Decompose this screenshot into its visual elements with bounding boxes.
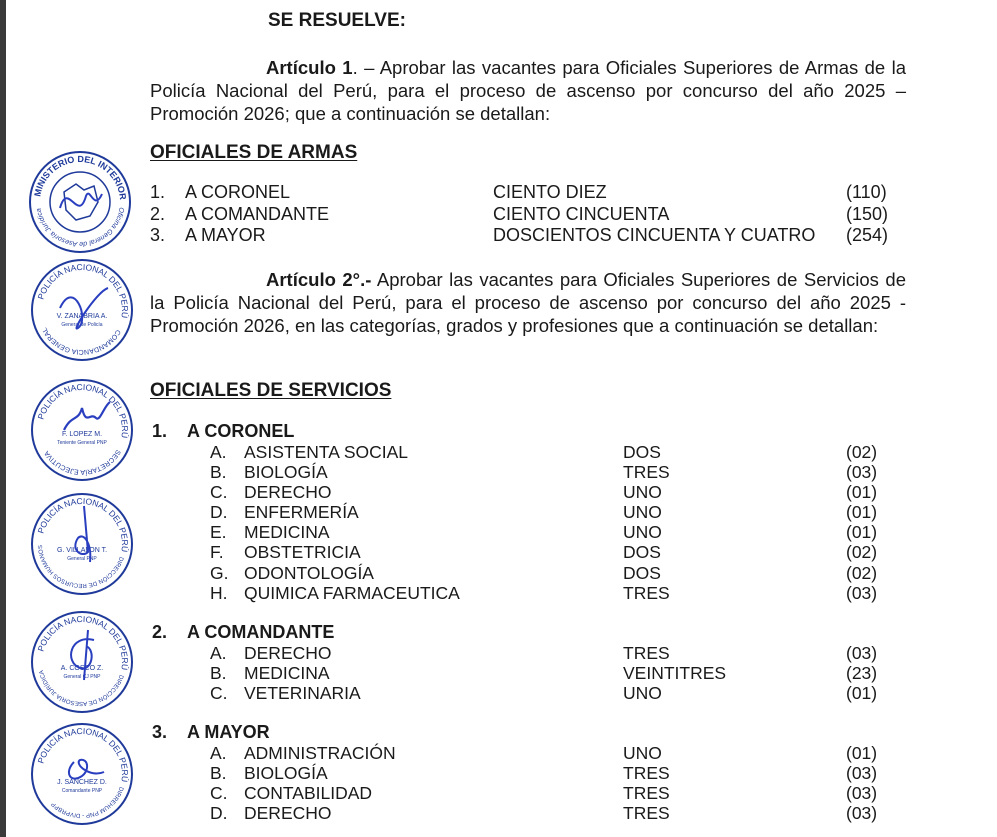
list-item (210, 462, 890, 482)
item-profession: BIOLOGÍA (244, 462, 328, 483)
svg-text:Oficina General de Asesoría Ju: Oficina General de Asesoría Jurídica (35, 206, 125, 248)
list-item (210, 803, 890, 823)
item-letter: E. (210, 522, 227, 543)
item-count-words: TRES (623, 462, 670, 483)
item-count: (02) (846, 562, 878, 583)
item-count-words: DOS (623, 442, 661, 462)
article-1-text-a: . – Aprobar las vacantes para Oficiales Superiores de Armas (352, 57, 859, 78)
servicios-group-list (210, 743, 890, 823)
item-count-words: CIENTO CINCUENTA (493, 203, 670, 224)
item-letter: B. (210, 763, 227, 784)
group-number: 2. (152, 622, 168, 642)
svg-text:General PNP: General PNP (67, 556, 97, 562)
list-item (150, 182, 895, 204)
item-profession: DERECHO (244, 482, 332, 503)
item-profession: ODONTOLOGÍA (244, 562, 374, 583)
svg-text:POLICÍA NACIONAL DEL PERÚ: POLICÍA NACIONAL DEL PERÚ (35, 495, 131, 553)
servicios-group-heading (152, 622, 334, 643)
item-count: (03) (846, 582, 878, 603)
servicios-group-heading (152, 421, 294, 442)
item-count: (01) (846, 683, 878, 704)
group-grade: A COMANDANTE (187, 622, 335, 642)
svg-text:MINISTERIO DEL INTERIOR: MINISTERIO DEL INTERIOR (32, 153, 129, 201)
list-item (210, 583, 890, 603)
svg-text:A. COSCO Z.: A. COSCO Z. (60, 665, 104, 672)
item-grade: A COMANDANTE (185, 203, 330, 224)
servicios-section-title: OFICIALES DE SERVICIOS (150, 380, 392, 401)
item-count-words: UNO (623, 522, 662, 543)
svg-text:DIRREHUM PNP - DIVPRBPP: DIRREHUM PNP - DIVPRBPP (50, 785, 124, 819)
item-count-words: TRES (623, 582, 670, 603)
svg-text:POLICÍA NACIONAL DEL PERÚ: POLICÍA NACIONAL DEL PERÚ (35, 725, 131, 783)
item-letter: C. (210, 683, 228, 704)
item-profession: VETERINARIA (244, 683, 361, 704)
article-1-label: Artículo 1 (266, 57, 353, 78)
item-letter: D. (210, 803, 228, 824)
svg-text:POLICÍA NACIONAL DEL PERÚ: POLICÍA NACIONAL DEL PERÚ (35, 613, 131, 671)
item-count-words: DOS (623, 562, 661, 583)
item-count: (23) (846, 663, 878, 684)
list-item (210, 663, 890, 683)
item-count-words: TRES (623, 803, 670, 824)
item-count: (01) (846, 743, 878, 763)
item-profession: MEDICINA (244, 663, 330, 684)
item-profession: DERECHO (244, 803, 332, 824)
item-letter: A. (210, 743, 227, 763)
item-count-words: TRES (623, 783, 670, 804)
group-grade: A CORONEL (187, 421, 295, 441)
item-letter: H. (210, 582, 228, 603)
list-item (210, 783, 890, 803)
group-grade: A MAYOR (187, 722, 270, 742)
item-letter: G. (210, 562, 229, 583)
article-1-paragraph (150, 56, 906, 125)
item-count-words: UNO (623, 743, 662, 763)
item-grade: A MAYOR (185, 225, 266, 245)
item-count: (02) (846, 542, 878, 563)
item-letter: A. (210, 442, 227, 462)
item-count: (03) (846, 763, 878, 784)
article-2-label: Artículo 2°.- (266, 269, 372, 290)
list-item (150, 225, 895, 247)
item-count: (110) (846, 182, 887, 202)
item-count-words: TRES (623, 763, 670, 784)
item-profession: MEDICINA (244, 522, 330, 543)
svg-text:General de Policía: General de Policía (61, 322, 103, 328)
svg-text:Comandante PNP: Comandante PNP (61, 788, 103, 794)
item-profession: DERECHO (244, 643, 332, 663)
item-count: (01) (846, 482, 878, 503)
item-count-words: UNO (623, 683, 662, 704)
item-count: (03) (846, 643, 878, 663)
police-seal (30, 722, 134, 826)
servicios-group-heading (152, 722, 270, 743)
item-profession: ASISTENTA SOCIAL (244, 442, 409, 462)
list-item (210, 643, 890, 663)
police-seal (30, 492, 134, 596)
group-number: 1. (152, 421, 168, 441)
police-seal (30, 258, 134, 362)
item-profession: ENFERMERÍA (244, 502, 359, 523)
list-item (210, 563, 890, 583)
item-count: (03) (846, 803, 878, 824)
item-count-words: DOS (623, 542, 661, 563)
item-profession: OBSTETRICIA (244, 542, 361, 563)
item-letter: A. (210, 643, 227, 663)
article-1-text-b: de la Policía Nacional del Perú, para el proceso de ascenso por concurso del año 2025 – Promoción 2026; que a continuación se detallan: (150, 57, 906, 124)
item-count-words: DOSCIENTOS CINCUENTA Y CUATRO (493, 225, 816, 245)
list-item (210, 542, 890, 562)
svg-text:DIRECCIÓN DE RECURSOS HUMANOS: DIRECCIÓN DE RECURSOS HUMANOS (37, 544, 124, 589)
police-seal (30, 378, 134, 482)
item-count-words: VEINTITRES (623, 663, 727, 684)
servicios-group-list (210, 643, 890, 703)
article-2-paragraph (150, 268, 906, 337)
item-count-words: UNO (623, 482, 662, 503)
svg-text:F. LOPEZ M.: F. LOPEZ M. (61, 431, 103, 438)
page-edge-shadow (0, 0, 6, 837)
list-item (210, 502, 890, 522)
svg-text:Teniente General PNP: Teniente General PNP (57, 440, 107, 446)
item-number: 3. (150, 225, 166, 245)
item-profession: QUIMICA FARMACEUTICA (244, 582, 460, 603)
item-letter: C. (210, 482, 228, 503)
item-number: 1. (150, 182, 166, 202)
item-profession: BIOLOGÍA (244, 763, 328, 784)
resolution-heading: SE RESUELVE: (268, 10, 406, 31)
armas-section-title: OFICIALES DE ARMAS (150, 142, 358, 163)
svg-text:POLICÍA NACIONAL DEL PERÚ: POLICÍA NACIONAL DEL PERÚ (35, 261, 131, 319)
item-count-words: CIENTO DIEZ (493, 182, 607, 202)
servicios-group-list (210, 442, 890, 603)
list-item (210, 522, 890, 542)
item-letter: B. (210, 663, 227, 684)
svg-text:SECRETARÍA EJECUTIVA: SECRETARÍA EJECUTIVA (43, 448, 122, 476)
svg-text:G. VILLALON T.: G. VILLALON T. (56, 547, 108, 554)
armas-list (150, 182, 895, 247)
item-count: (03) (846, 462, 878, 483)
item-profession: ADMINISTRACIÓN (244, 743, 396, 763)
svg-text:DIRECCIÓN DE ASESORÍA JURÍDICA: DIRECCIÓN DE ASESORÍA JURÍDICA (38, 669, 124, 707)
svg-text:V. ZANABRIA A.: V. ZANABRIA A. (56, 313, 108, 320)
article-2-text: Aprobar las vacantes para Oficiales Superiores de Servicios de la Policía Nacional del Perú, para el proceso de ascenso por concurso del año 2025 - Promoción 2026, en las categorías, grados y profesiones que a continuación se detallan: (150, 269, 906, 336)
svg-text:General CJ PNP: General CJ PNP (63, 674, 101, 680)
item-count: (254) (846, 225, 889, 245)
list-item (210, 683, 890, 703)
item-letter: D. (210, 502, 228, 523)
svg-text:J. SANCHEZ D.: J. SANCHEZ D. (57, 779, 107, 786)
item-number: 2. (150, 203, 166, 224)
list-item (210, 442, 890, 462)
ministry-seal (28, 150, 132, 254)
list-item (210, 763, 890, 783)
item-count: (02) (846, 442, 878, 462)
list-item (210, 743, 890, 763)
item-count-words: UNO (623, 502, 662, 523)
item-count: (03) (846, 783, 878, 804)
item-letter: C. (210, 783, 228, 804)
item-count: (01) (846, 522, 878, 543)
list-item (210, 482, 890, 502)
svg-text:POLICÍA NACIONAL DEL PERÚ: POLICÍA NACIONAL DEL PERÚ (35, 381, 131, 439)
item-letter: F. (210, 542, 224, 563)
item-count-words: TRES (623, 643, 670, 663)
item-count: (150) (846, 203, 889, 224)
item-letter: B. (210, 462, 227, 483)
svg-text:COMANDANCIA GENERAL: COMANDANCIA GENERAL (41, 326, 122, 356)
item-count: (01) (846, 502, 878, 523)
item-profession: CONTABILIDAD (244, 783, 373, 804)
group-number: 3. (152, 722, 168, 742)
item-grade: A CORONEL (185, 182, 291, 202)
list-item (150, 204, 895, 226)
police-seal (30, 610, 134, 714)
